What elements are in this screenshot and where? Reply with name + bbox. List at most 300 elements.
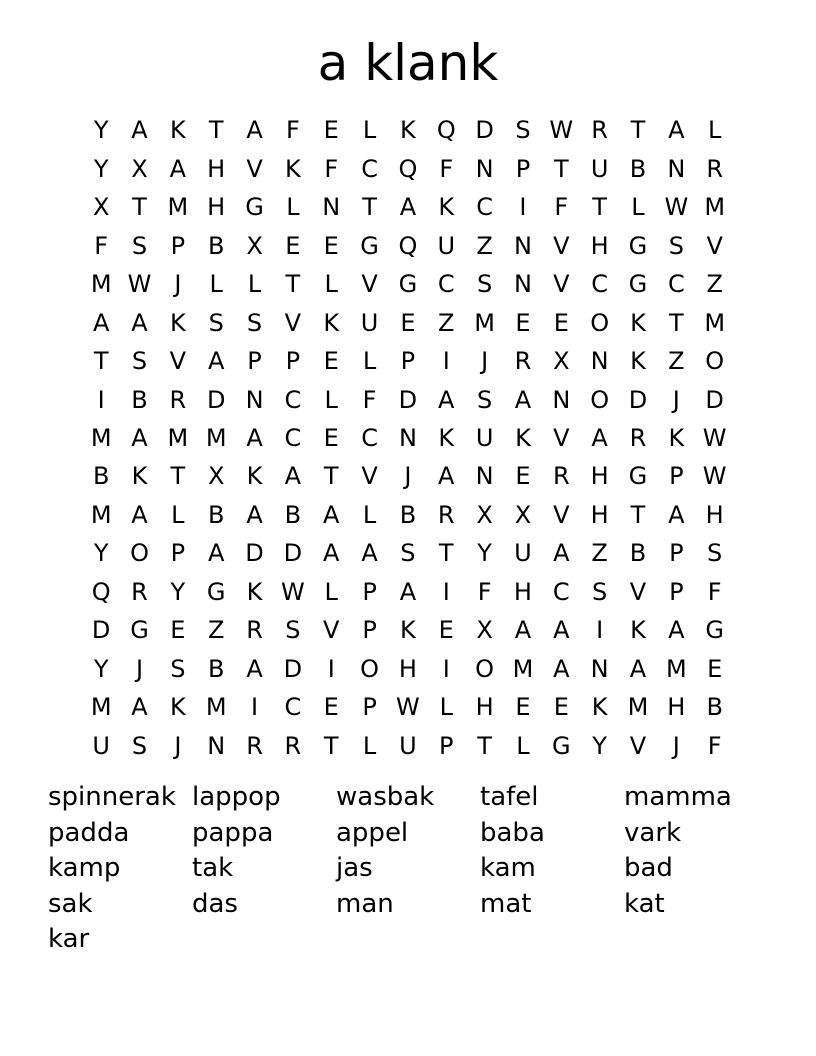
grid-letter: B (207, 231, 225, 260)
grid-letter: N (513, 231, 532, 260)
grid-letter: S (400, 539, 416, 568)
grid-letter: Z (668, 347, 685, 376)
grid-letter: V (553, 270, 570, 299)
grid-letter: G (628, 270, 648, 299)
grid-letter: C (552, 577, 570, 606)
grid-letter: K (323, 308, 340, 337)
grid-letter: A (246, 500, 263, 529)
grid-letter: M (90, 500, 112, 529)
grid-letter: K (630, 347, 646, 376)
grid-letter: K (169, 116, 186, 145)
grid-letter: A (284, 462, 302, 491)
grid-letter: J (481, 347, 489, 376)
word-list-item: bad (624, 853, 673, 883)
grid-letter: Z (476, 231, 493, 260)
grid-letter: A (514, 616, 532, 645)
grid-letter: A (553, 616, 570, 645)
grid-letter: L (362, 347, 377, 376)
grid-letter: N (475, 462, 494, 491)
grid-letter: M (90, 693, 112, 722)
grid-letter: K (285, 154, 301, 183)
grid-letter: S (707, 539, 723, 568)
grid-letter: K (400, 116, 416, 145)
grid-letter: C (591, 270, 609, 299)
grid-letter: C (667, 270, 685, 299)
grid-letter: R (706, 154, 724, 183)
grid-letter: E (707, 654, 723, 683)
grid-letter: K (400, 616, 416, 645)
grid-letter: K (438, 423, 455, 452)
grid-letter: R (591, 116, 608, 145)
grid-letter: O (590, 308, 610, 337)
grid-letter: E (323, 231, 339, 260)
grid-letter: X (476, 500, 493, 529)
grid-letter: S (476, 385, 493, 414)
grid-letter: Z (207, 616, 225, 645)
word-list-item: kat (624, 888, 665, 919)
grid-letter: M (704, 308, 726, 337)
grid-letter: R (246, 731, 263, 760)
grid-letter: J (404, 462, 412, 491)
grid-letter: C (361, 423, 378, 452)
grid-letter: I (327, 654, 335, 683)
grid-letter: V (323, 616, 340, 645)
grid-letter: V (553, 500, 570, 529)
grid-letter: A (207, 539, 225, 568)
grid-letter: S (668, 231, 684, 260)
grid-letter: P (170, 231, 186, 260)
grid-letter: F (439, 154, 454, 183)
grid-letter: T (323, 462, 339, 491)
grid-letter: L (286, 193, 300, 222)
grid-letter: L (324, 270, 338, 299)
grid-letter: V (553, 423, 570, 452)
grid-letter: A (323, 500, 340, 529)
grid-letter: K (246, 577, 263, 606)
grid-letter: X (553, 347, 570, 376)
grid-letter: N (590, 347, 609, 376)
grid-letter: K (630, 308, 646, 337)
grid-letter: S (285, 616, 301, 645)
grid-letter: R (552, 462, 570, 491)
word-list-item: mamma (624, 782, 732, 812)
grid-letter: H (207, 193, 226, 222)
grid-letter: F (362, 385, 377, 414)
grid-letter: K (438, 193, 455, 222)
grid-letter: Y (170, 577, 186, 606)
grid-letter: A (553, 654, 570, 683)
grid-letter: D (283, 539, 303, 568)
grid-letter: M (167, 193, 189, 222)
grid-letter: E (170, 616, 186, 645)
grid-letter: V (361, 270, 378, 299)
grid-letter: R (169, 385, 187, 414)
grid-letter: A (438, 462, 455, 491)
grid-letter: I (442, 347, 450, 376)
grid-letter: R (629, 423, 647, 452)
grid-letter: G (398, 270, 418, 299)
word-list-item: vark (624, 817, 682, 848)
grid-letter: C (437, 270, 455, 299)
grid-letter: X (131, 154, 148, 183)
grid-letter: Y (93, 654, 109, 683)
grid-letter: A (438, 385, 455, 414)
word-list-item: pappa (192, 817, 274, 848)
grid-letter: H (590, 231, 609, 260)
grid-letter: W (702, 462, 727, 491)
grid-letter: M (704, 193, 726, 222)
grid-letter: D (283, 654, 303, 683)
grid-letter: B (399, 500, 417, 529)
grid-letter: L (324, 385, 338, 414)
grid-letter: G (130, 616, 149, 645)
word-list-item: man (336, 888, 394, 919)
grid-letter: L (247, 270, 262, 299)
grid-letter: I (596, 616, 604, 645)
grid-letter: A (131, 308, 148, 337)
grid-letter: N (475, 154, 494, 183)
grid-letter: E (323, 693, 339, 722)
grid-letter: A (131, 116, 148, 145)
grid-letter: A (207, 347, 225, 376)
grid-letter: P (669, 577, 684, 606)
grid-letter: G (628, 231, 648, 260)
grid-letter: U (92, 731, 110, 760)
grid-letter: B (207, 500, 225, 529)
grid-letter: E (438, 616, 454, 645)
grid-letter: U (360, 308, 379, 337)
grid-letter: B (131, 385, 148, 414)
grid-letter: E (553, 308, 569, 337)
grid-letter: O (130, 539, 149, 568)
grid-letter: A (131, 693, 148, 722)
grid-letter: H (590, 500, 609, 529)
grid-letter: T (323, 731, 339, 760)
grid-letter: D (628, 385, 648, 414)
grid-letter: J (174, 731, 182, 760)
grid-letter: A (131, 423, 148, 452)
grid-letter: T (630, 116, 646, 145)
grid-letter: T (592, 193, 607, 222)
grid-letter: T (477, 731, 492, 760)
grid-letter: L (209, 270, 223, 299)
grid-letter: Q (398, 231, 418, 260)
grid-letter: L (362, 500, 377, 529)
grid-letter: P (669, 462, 684, 491)
grid-letter: A (668, 116, 685, 145)
grid-letter: E (515, 308, 531, 337)
grid-letter: K (169, 693, 186, 722)
grid-letter: O (475, 654, 495, 683)
grid-letter: A (92, 308, 110, 337)
grid-letter: C (284, 423, 302, 452)
grid-letter: F (707, 731, 722, 760)
grid-letter: K (131, 462, 148, 491)
word-list-item: kamp (48, 853, 121, 883)
grid-letter: A (553, 539, 570, 568)
grid-letter: X (476, 616, 493, 645)
grid-letter: H (667, 693, 686, 722)
grid-letter: T (362, 193, 377, 222)
word-list-item: kar (48, 924, 90, 954)
grid-letter: P (362, 616, 377, 645)
grid-letter: T (208, 116, 224, 145)
grid-letter: E (515, 693, 531, 722)
grid-letter: Q (398, 154, 418, 183)
grid-letter: T (630, 500, 646, 529)
grid-letter: P (362, 577, 377, 606)
grid-letter: S (246, 308, 263, 337)
word-list (48, 780, 768, 958)
grid-letter: G (705, 616, 724, 645)
grid-letter: D (245, 539, 264, 568)
grid-letter: L (171, 500, 185, 529)
grid-letter: R (514, 347, 532, 376)
letter-grid (82, 111, 734, 765)
grid-letter: C (284, 385, 302, 414)
grid-letter: P (285, 347, 301, 376)
grid-letter: N (245, 385, 264, 414)
grid-letter: F (477, 577, 492, 606)
grid-letter: N (552, 385, 571, 414)
grid-letter: K (169, 308, 186, 337)
grid-letter: Z (706, 270, 723, 299)
grid-letter: E (323, 423, 339, 452)
grid-letter: S (131, 231, 148, 260)
word-list-item: das (192, 888, 238, 919)
grid-letter: P (669, 539, 684, 568)
grid-letter: A (591, 423, 608, 452)
grid-letter: M (205, 693, 227, 722)
grid-letter: J (174, 270, 182, 299)
grid-letter: Y (477, 539, 492, 568)
grid-letter: D (206, 385, 226, 414)
word-list-item: lappop (192, 782, 281, 812)
grid-letter: D (705, 385, 724, 414)
grid-letter: R (284, 731, 302, 760)
word-list-item: kam (480, 853, 536, 883)
grid-letter: M (90, 423, 112, 452)
grid-letter: M (205, 423, 227, 452)
grid-letter: A (169, 154, 187, 183)
grid-letter: Q (436, 116, 456, 145)
grid-letter: I (442, 654, 450, 683)
grid-letter: H (207, 154, 226, 183)
grid-letter: G (551, 731, 571, 760)
grid-letter: G (628, 462, 648, 491)
grid-letter: C (284, 693, 302, 722)
grid-letter: T (170, 462, 186, 491)
grid-letter: L (516, 731, 530, 760)
grid-letter: T (93, 347, 109, 376)
grid-letter: Z (438, 308, 455, 337)
grid-letter: V (246, 154, 263, 183)
grid-letter: E (553, 693, 569, 722)
grid-letter: K (515, 423, 531, 452)
grid-letter: A (246, 654, 263, 683)
grid-letter: W (396, 693, 420, 722)
grid-letter: N (513, 270, 532, 299)
grid-letter: K (591, 693, 608, 722)
grid-letter: J (672, 385, 680, 414)
grid-letter: V (169, 347, 187, 376)
grid-letter: T (438, 539, 454, 568)
grid-letter: D (475, 116, 494, 145)
grid-letter: P (362, 693, 377, 722)
grid-letter: O (360, 654, 380, 683)
grid-letter: I (519, 193, 527, 222)
grid-letter: V (629, 731, 647, 760)
word-list-item: tafel (480, 782, 539, 812)
grid-letter: B (629, 154, 647, 183)
grid-letter: Y (93, 116, 109, 145)
grid-letter: M (90, 270, 112, 299)
grid-letter: P (170, 539, 186, 568)
grid-letter: B (629, 539, 647, 568)
grid-letter: V (629, 577, 647, 606)
grid-letter: V (553, 231, 570, 260)
grid-letter: A (246, 423, 263, 452)
word-list-item: jas (336, 853, 373, 883)
grid-letter: M (474, 308, 495, 337)
word-list-item: mat (480, 888, 532, 919)
grid-letter: T (285, 270, 301, 299)
grid-letter: Q (91, 577, 111, 606)
grid-letter: J (672, 731, 680, 760)
grid-letter: N (322, 193, 341, 222)
word-list-item: appel (336, 817, 409, 848)
grid-letter: L (439, 693, 453, 722)
grid-letter: M (665, 654, 687, 683)
grid-letter: U (590, 154, 609, 183)
grid-letter: N (667, 154, 686, 183)
grid-letter: N (207, 731, 226, 760)
grid-letter: G (245, 193, 264, 222)
grid-letter: S (131, 731, 148, 760)
page-title: a klank (317, 34, 499, 92)
grid-letter: F (707, 577, 722, 606)
grid-letter: S (592, 577, 608, 606)
grid-letter: B (706, 693, 723, 722)
grid-letter: S (208, 308, 224, 337)
grid-letter: D (398, 385, 418, 414)
grid-letter: K (246, 462, 263, 491)
grid-letter: M (627, 693, 649, 722)
grid-letter: E (285, 231, 301, 260)
grid-letter: A (361, 539, 378, 568)
grid-letter: J (135, 654, 144, 683)
grid-letter: I (97, 385, 105, 414)
grid-letter: C (476, 193, 493, 222)
grid-letter: P (515, 154, 531, 183)
grid-letter: S (170, 654, 186, 683)
grid-letter: A (246, 116, 263, 145)
grid-letter: W (702, 423, 727, 452)
grid-letter: L (631, 193, 645, 222)
grid-letter: L (362, 731, 377, 760)
grid-letter: W (127, 270, 152, 299)
word-list-item: wasbak (336, 782, 435, 812)
grid-letter: M (167, 423, 189, 452)
grid-letter: B (92, 462, 110, 491)
grid-letter: U (399, 731, 417, 760)
grid-letter: X (246, 231, 263, 260)
grid-letter: U (437, 231, 456, 260)
grid-letter: W (281, 577, 305, 606)
word-list-item: baba (480, 817, 545, 848)
grid-letter: R (131, 577, 148, 606)
grid-letter: W (664, 193, 689, 222)
grid-letter: A (131, 500, 148, 529)
grid-letter: U (475, 423, 494, 452)
grid-letter: A (323, 539, 340, 568)
grid-letter: P (247, 347, 262, 376)
grid-letter: T (553, 154, 569, 183)
grid-letter: H (705, 500, 724, 529)
grid-letter: N (590, 654, 609, 683)
grid-letter: K (630, 616, 646, 645)
grid-letter: Y (93, 154, 109, 183)
grid-letter: C (361, 154, 378, 183)
grid-letter: E (515, 462, 531, 491)
grid-letter: I (251, 693, 259, 722)
grid-letter: W (549, 116, 574, 145)
grid-letter: Y (93, 539, 109, 568)
grid-letter: E (323, 116, 339, 145)
grid-letter: A (629, 654, 647, 683)
grid-letter: A (668, 616, 685, 645)
grid-letter: K (668, 423, 685, 452)
grid-letter: N (398, 423, 417, 452)
grid-letter: S (131, 347, 148, 376)
grid-letter: M (512, 654, 534, 683)
grid-letter: F (554, 193, 569, 222)
grid-letter: E (400, 308, 416, 337)
grid-letter: A (668, 500, 685, 529)
grid-letter: G (360, 231, 379, 260)
grid-letter: H (590, 462, 609, 491)
grid-letter: T (132, 193, 147, 222)
grid-letter: F (285, 116, 300, 145)
grid-letter: F (324, 154, 339, 183)
grid-letter: X (207, 462, 225, 491)
grid-letter: B (207, 654, 225, 683)
grid-letter: A (399, 577, 417, 606)
grid-letter: H (398, 654, 417, 683)
grid-letter: S (515, 116, 531, 145)
grid-letter: L (362, 116, 377, 145)
grid-letter: X (92, 193, 110, 222)
grid-letter: T (668, 308, 684, 337)
word-list-item: sak (48, 888, 93, 919)
word-list-item: spinnerak (48, 782, 176, 812)
grid-letter: A (514, 385, 532, 414)
grid-letter: Z (591, 539, 608, 568)
grid-letter: R (246, 616, 263, 645)
grid-letter: U (514, 539, 532, 568)
grid-letter: H (475, 693, 494, 722)
grid-letter: V (706, 231, 723, 260)
grid-letter: B (284, 500, 302, 529)
grid-letter: L (707, 116, 722, 145)
grid-letter: O (590, 385, 610, 414)
grid-letter: E (323, 347, 339, 376)
grid-letter: A (399, 193, 417, 222)
grid-letter: F (94, 231, 109, 260)
grid-letter: G (206, 577, 226, 606)
grid-letter: S (476, 270, 493, 299)
grid-letter: V (284, 308, 302, 337)
